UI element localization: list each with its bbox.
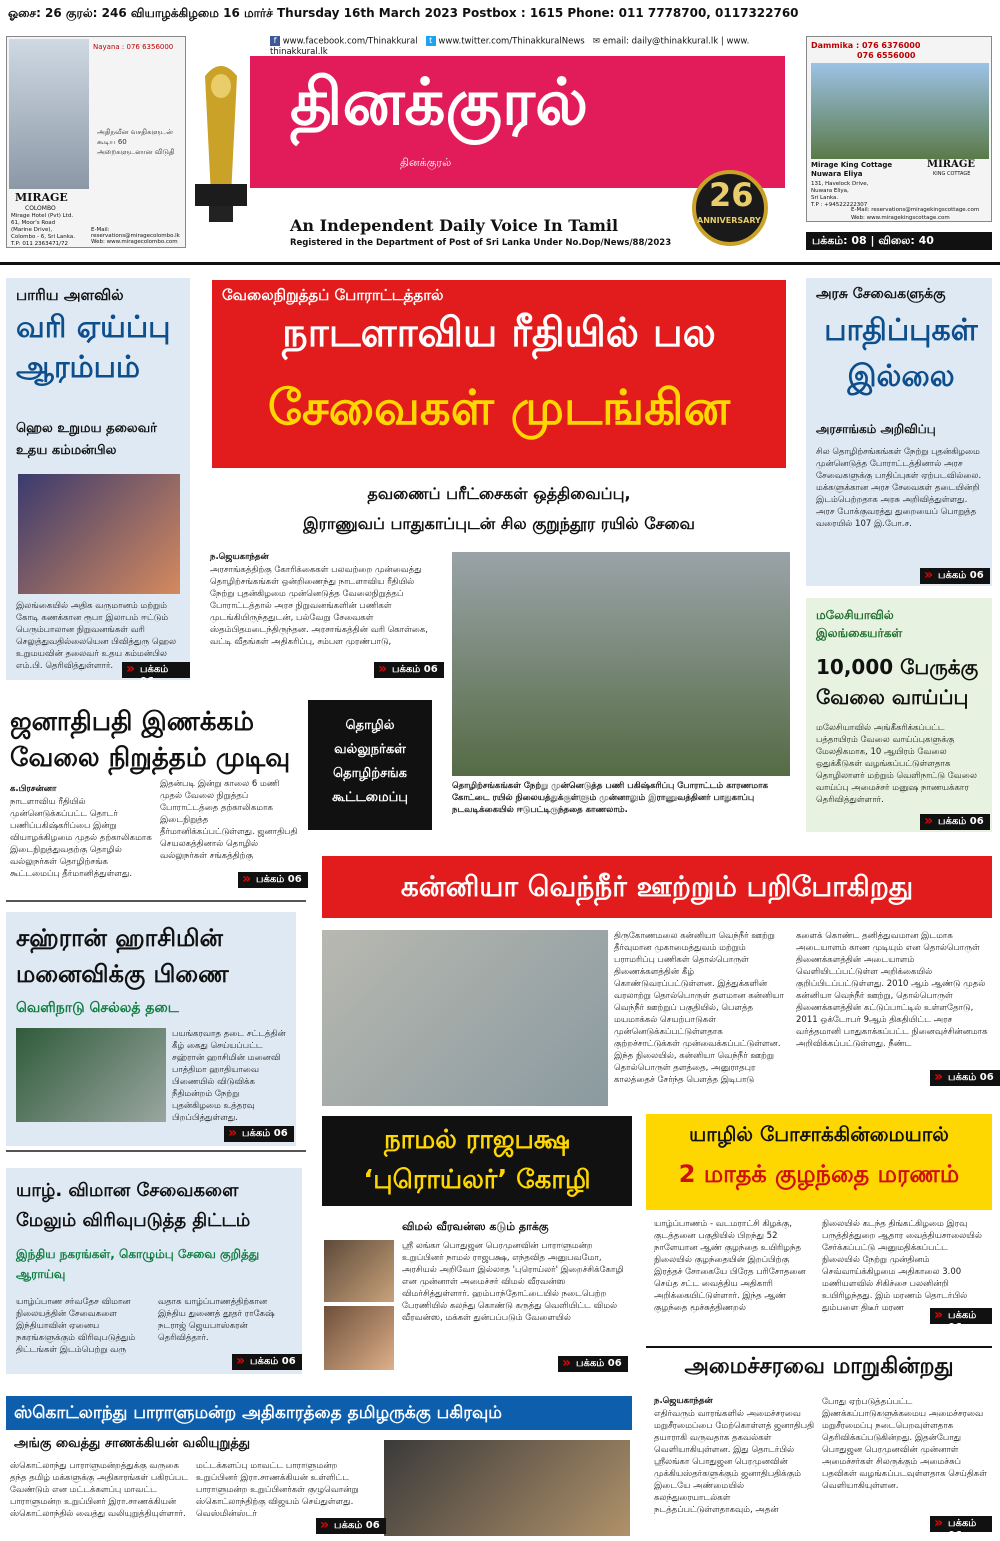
ad-brand: MIRAGE — [15, 191, 68, 204]
ad-email: E-Mail: reservations@miragekingscottage.com — [851, 207, 980, 213]
continue-page-link[interactable]: » பக்கம் 06 — [920, 568, 990, 584]
lead-photo-caption: தொழிற்சங்கங்கள் நேற்று முன்னெடுத்த பணி பகிஷ்கரிப்பு போராட்டம் காரணமாக கோட்டை ரயில் நிலையத்துக்குள்ளும் முன்னாலும் இராணுவத்தினர் பாதுகாப்பு நடவடிக்கையில் ஈடுபட்டிருந்ததை காணலாம். — [452, 781, 769, 815]
lead-headline-box — [212, 280, 786, 468]
story-headline-2: 2 மாதக் குழந்தை மரணம் — [678, 1160, 960, 1188]
lead-deck-1: தவணைப் பரீட்சைகள் ஒத்திவைப்பு, — [367, 484, 631, 503]
ad-name: Mirage King Cottage Nuwara Eliya — [811, 161, 893, 178]
continue-page-link[interactable]: » பக்கம் 06 — [224, 1126, 294, 1142]
registration-line: Registered in the Department of Post of Sri Lanka Under No.Dop/News/88/2023 — [290, 238, 672, 248]
court-photo — [16, 1028, 166, 1122]
story-body-col2: மட்டக்களப்பு மாவட்ட பாராளுமன்ற உறுப்பினர் இரா.சாணக்கியன் உள்ளிட்ட பாராளுமன்ற உறுப்பினர்கள் குழுவொன்று ஸ்கொட்லாந்திற்கு விஜயம் செய்துள்ளது. வெஸ்மின்ஸ்டர் — [196, 1461, 359, 1519]
award-trophy-icon — [185, 56, 257, 226]
continue-page-link[interactable]: » பக்கம் 06 — [316, 1518, 386, 1534]
logo-title: தினக்குரல் — [290, 66, 589, 140]
scotland-story[interactable] — [6, 1396, 632, 1536]
cottage-image — [811, 63, 989, 159]
story-body-col1: யாழ்ப்பாணம் - வடமராட்சி கிழக்கு, குடத்தனை பகுதியில் பிறந்து 52 நாளேயான ஆண் குழந்தை உயிரிழந்த நிலையில் குழந்தையின் இறப்பிற்கு இரத்தச் சோகையே பிரேத பரிசோதனை செய்த சட்ட வைத்திய அதிகாரி அறிக்கையிட்டுள்ளார். இந்த ஆண் குழந்தை மூச்சுத்திணறல் — [654, 1219, 806, 1313]
malaysia-jobs-story[interactable] — [806, 598, 992, 832]
continue-page-link[interactable]: » பக்கம் 06 — [558, 1356, 628, 1372]
story-subhead: ஹெல உறுமய தலைவர் உதய கம்மன்பில — [16, 421, 157, 458]
continue-page-link[interactable]: » பக்கம் 06 — [238, 872, 308, 888]
kanniya-body-col2: களைக் கொண்ட தனித்துவமான இடமாக அடையாளம் காண முடியும் என தொல்பொருள் திணைக்களத்தின் அடையாளம் வெளியிடப்பட்டுள்ள அறிக்கையில் குறிப்பிடப்பட்டுள்ளது. 2010 ஆம் ஆண்டு முதல் கன்னியா வெந்நீர் ஊற்று, தொல்பொருள் திணைக்களத்தின் கட்டுப்பாட்டில் உள்ளதோடு, 2011 ஒக்டோபர் 9ஆம் திகதியிட்ட அரச வர்த்தமானி பாதுகாக்கப்பட்ட நினைவுச்சின்னமாக அறிவிக்கப்பட்டுள்ளது. நீண்ட — [796, 931, 988, 1049]
story-body: பயங்கரவாத தடை சட்டத்தின் கீழ் கைது செய்யப்பட்ட சஹ்ரான் ஹாசிமின் மனைவி பாத்திமா ஹாதியாவை பிணையில் விடுவிக்க நீதிமன்றம் நேற்று புதன்கிழமை உத்தரவு பிறப்பித்துள்ளது. — [172, 1029, 286, 1123]
lead-deck-2: இராணுவப் பாதுகாப்புடன் சில குறுந்தூர ரயில் சேவை — [303, 514, 695, 533]
story-body-col2: நிலையில் கடந்த திங்கட்கிழமை இரவு பருத்தித்துறை ஆதார வைத்தியசாலையில் சேர்க்கப்பட்டு அனுமதிக்கப்பட்ட நிலையில் நேற்று முன்தினம் செவ்வாய்க்கிழமை அதிகாலை 3.00 மணியளவில் சிகிச்சை பலனின்றி உயிரிழந்தது. இம் மரணம் தொடர்பில் தும்பளை திடீர் மரண — [822, 1219, 982, 1313]
wimal-photo — [324, 1306, 394, 1370]
lead-body: அரசாங்கத்திற்கு கோரிக்கைகள் பலவற்றை முன்வைத்து தொழிற்சங்கங்கள் ஒன்றிணைந்து நாடளாவிய ரீதியில் நேற்று புதன்கிழமை முன்னெடுத்த வேலைநிறுத்தப் போராட்டத்தால் அரச நிறுவனங்களின் பணிகள் முடங்கியிருந்ததுடன், பல்வேறு சேவைகள் ஸ்தம்பிதமடைந்திருந்தன. அரசாங்கத்தின் வரி கொள்கை, வட்டி வீதங்கள் அதிகரிப்பு, சம்பள முரண்பாடு, — [210, 565, 428, 647]
kanniya-continue-link[interactable]: » பக்கம் 06 — [930, 1070, 1000, 1086]
story-body: சில தொழிற்சங்கங்கள் நேற்று புதன்கிழமை முன்னெடுத்த போராட்டத்தினால் அரச சேவைகளுக்கு பாதிப்புகள் ஏற்படவில்லை. மக்களுக்கான அரச சேவைகள் தடையின்றி இடம்பெற்றதாக அரசு அறிவித்துள்ளது. அரச போக்குவரத்து துறையைப் பொறுத்த வரையில் 107 இ.போ.ச. — [816, 447, 982, 529]
story-body-col1: யாழ்ப்பாண சர்வதேச விமான நிலையத்தின் சேவைகளை இந்தியாவின் ஏனைய நகரங்களுக்கும் விரிவுபடுத்தும் திட்டங்கள் இடம்பெற்று வரு — [16, 1297, 136, 1355]
story-headline: அமைச்சரவை மாறுகின்றது — [684, 1354, 954, 1379]
continue-page-link[interactable]: » பக்கம் 06 — [930, 1516, 992, 1532]
jaffna-child-death-story[interactable] — [646, 1114, 992, 1333]
ad-phone: Nayana : 076 6356000 — [93, 43, 174, 51]
no-impact-story[interactable] — [806, 278, 992, 586]
tagline: An Independent Daily Voice In Tamil — [290, 216, 619, 235]
story-byline: க.பிரசன்னா — [10, 784, 57, 794]
anniversary-label: ANNIVERSARY — [697, 216, 761, 225]
section-divider — [6, 1150, 306, 1152]
facebook-link[interactable]: www.facebook.com/Thinakkural — [282, 36, 418, 47]
story-body-col2: வதாக யாழ்ப்பாணத்திற்கான இந்திய துணைத் தூதர் ராகேஷ் நடராஜ் ஜெயபாஸ்கரன் தெரிவித்தார். — [158, 1297, 275, 1343]
hot-springs-photo — [322, 930, 608, 1106]
story-headline-box — [646, 1114, 992, 1210]
ad-brand-sub: COLOMBO — [25, 205, 56, 212]
politician-photo — [18, 474, 180, 594]
continue-page-link[interactable]: » பக்கம் 06 — [122, 662, 190, 678]
story-headline: நாமல் ராஜபக்ஷ ‘புரொய்லர்’ கோழி — [322, 1116, 632, 1206]
scotland-delegation-photo — [384, 1440, 630, 1536]
jaffna-flights-story[interactable] — [6, 1168, 302, 1374]
masthead-divider — [0, 262, 1000, 265]
story-kicker: மலேசியாவில் இலங்கையர்கள் — [816, 608, 903, 640]
story-body-col1: ஸ்கொட்லாந்து பாராளுமன்றத்துக்கு வருகை தந்த தமிழ் மக்களுக்கு அதிகாரங்கள் பகிரப்பட வேண்டும் என மட்டக்களப்பு மாவட்ட பாராளுமன்ற உறுப்பினர் இரா.சாணக்கியன் ஸ்கொட்லாந்தில் வைத்து வலியுறுத்தியுள்ளார். — [10, 1461, 189, 1519]
social-bar — [270, 36, 800, 57]
story-headline: வரி ஏய்ப்பு ஆரம்பம் — [16, 310, 171, 385]
ad-phone-2: 076 6556000 — [857, 51, 916, 60]
story-kicker: அரசு சேவைகளுக்கு — [816, 286, 946, 302]
twitter-icon: t — [426, 36, 436, 46]
story-headline-1: யாழில் போசாக்கின்மையால் — [689, 1122, 949, 1146]
page-price-bar: பக்கம்: 08 | விலை: 40 — [806, 232, 992, 250]
story-kicker: பாரிய அளவில் — [16, 286, 124, 304]
mirage-king-cottage-ad[interactable] — [806, 36, 992, 222]
zahran-wife-bail-story[interactable] — [6, 912, 296, 1146]
facebook-icon: f — [270, 36, 280, 46]
ad-address: Mirage Hotel (Pvt) Ltd. 61, Moor's Road (Marine Drive), Colombo - 6, Sri Lanka. T.P: 011 2363471/72 — [11, 213, 75, 247]
side-box: தொழில் வல்லுநர்கள் தொழிற்சங்க கூட்டமைப்பு — [308, 700, 432, 830]
anniversary-badge — [685, 168, 775, 248]
story-subhead: அங்கு வைத்து சாணக்கியன் வலியுறுத்து — [14, 1436, 251, 1451]
story-body-col1: நாடளாவிய ரீதியில் முன்னெடுக்கப்பட்ட தொடர் பணிப்பகிஷ்கரிப்பை இன்று வியாழக்கிழமை முதல் தற்காலிகமாக இடைநிறுத்துவதற்கு தொழில் வல்லுநர்கள் தொழிற்சங்க கூட்டமைப்பு தீர்மானித்துள்ளது. — [10, 797, 152, 879]
masthead — [190, 36, 800, 251]
anniversary-number: 26 — [709, 176, 754, 214]
ad-web: Web: www.miragecolombo.com — [91, 239, 178, 245]
kanniya-body-col1: திருகோணமலை கன்னியா வெந்நீர் ஊற்று தீர்வுமான முகாமைத்துவம் மற்றும் பராமரிப்பு பணிகள் தொல்பொருள் திணைக்களத்தின் கீழ் கொண்டுவரப்பட்டுள்ளன. இத்துக்களின் வரலாற்று தொல்பொருள் தளமான கன்னியா வெந்நீர் ஊற்றுப் பகுதியில், பௌத்த மயமாக்கல் செயற்பாடுகள் முன்னெடுக்கப்பட்டுள்ளதாக குற்றச்சாட்டுக்கள் முன்வைக்கப்பட்டுள்ளன. இந்த நிலையில், கன்னியா வெந்நீர் ஊற்று தொல்பொருள் தளத்தை, அனுராதபுர காலத்தைச் சேர்ந்த பௌத்த இடிபாடு — [614, 931, 784, 1085]
continue-page-link[interactable]: » பக்கம் 06 — [930, 1308, 992, 1324]
ad-web: Web: www.miragekingscottage.com — [851, 215, 950, 221]
story-headline: சஹ்ரான் ஹாசிமின் மனைவிக்கு பிணை — [16, 924, 229, 988]
story-body: இலங்கையில் அதிக வருமானம் மற்றும் கோடி கணக்கான ரூபா இலாபம் ஈட்டும் பெரும்பாலான நிறுவனங்கள் வரி செலுத்துவதில்லையென பிவித்துரு ஹெல உறுமயவின் தலைவர் உதய கம்மன்பில எம்.பி. தெரிவித்துள்ளார். — [16, 601, 177, 671]
story-subhead: அரசாங்கம் அறிவிப்பு — [816, 422, 936, 436]
story-headline: ஜனாதிபதி இணக்கம் வேலை நிறுத்தம் முடிவு — [10, 707, 291, 773]
ad-email: E-Mail: reservations@miragecolombo.lk — [91, 227, 180, 239]
namal-photo — [324, 1240, 394, 1302]
namal-story[interactable] — [322, 1116, 632, 1376]
story-headline: பாதிப்புகள் இல்லை — [824, 313, 978, 394]
story-headline: ஸ்கொட்லாந்து பாராளுமன்ற அதிகாரத்தை தமிழருக்கு பகிரவும் — [6, 1396, 632, 1430]
top-info-bar: ஓசை: 26 குரல்: 246 வியாழக்கிழமை 16 மார்ச் Thursday 16th March 2023 Postbox : 1615 Phone: 011 7778700, 0117322760 — [8, 6, 799, 20]
story-body-col1: எதிர்வரும் வாரங்களில் அமைச்சரவை மறுசீரமைப்பை மேற்கொள்ளத் ஜனாதிபதி தயாராகி வருவதாக தகவல்கள் வெளியாகியுள்ளன. இது தொடர்பில் ஸ்ரீலங்கா பொதுஜன பெரமுனவின் முக்கியஸ்தர்களுக்கும் ஜனாதிபதிக்கும் இடையே அண்மையில் கலந்துரையாடல்கள் நடத்தப்பட்டுள்ளதாகவும், அதன் — [654, 1409, 815, 1515]
lead-byline: ந.ஜெயகாந்தன் — [210, 552, 269, 562]
story-body-col2: போது ஏற்படுத்தப்பட்ட இணக்கப்பாடுகளுக்கமைய அமைச்சரவை மறுசீரமைப்பு நடைபெறவுள்ளதாக தெரிவிக்கப்படுகின்றது. இதன்போது பொதுஜன பெரமுனவின் முன்னாள் அமைச்சர்கள் சிலருக்கும் அமைச்சுப் பதவிகள் வழங்கப்படவுள்ளதாக செய்திகள் வெளியாகியுள்ளன. — [822, 1397, 987, 1491]
lead-headline-1: நாடளாவிய ரீதியில் பல — [282, 310, 716, 356]
lead-continue-link[interactable]: » பக்கம் 06 — [374, 662, 444, 678]
ad-phone-1: Dammika : 076 6376000 — [811, 41, 921, 50]
story-headline: 10,000 பேருக்கு வேலை வாய்ப்பு — [816, 655, 979, 709]
ad-brand-sub: KING COTTAGE — [933, 171, 971, 177]
story-body-col2: இதன்படி இன்று காலை 6 மணி முதல் வேலை நிறுத்தப் போராட்டத்தை தற்காலிகமாக இடைநிறுத்த தீர்மானிக்கப்பட்டுள்ளது. ஜனாதிபதி செயலகத்தினால் தொழில் வல்லுநர்கள் சங்கத்திற்கு — [160, 779, 298, 861]
story-subhead: விமல் வீரவன்ஸ கடும் தாக்கு — [402, 1220, 549, 1233]
hotel-building-image — [9, 39, 89, 189]
mirage-colombo-ad[interactable] — [6, 36, 186, 248]
tax-evasion-story[interactable] — [6, 278, 190, 687]
story-subhead: வெளிநாடு செல்லத் தடை — [16, 1000, 179, 1016]
story-subhead: இந்திய நகரங்கள், கொழும்பு சேவை குறித்து ஆராய்வு — [16, 1247, 260, 1281]
email-link[interactable]: email: daily@thinakkural.lk | www. thinakkural.lk — [270, 36, 750, 57]
twitter-link[interactable]: www.twitter.com/ThinakkuralNews — [438, 36, 585, 47]
continue-page-link[interactable]: » பக்கம் 06 — [920, 814, 990, 830]
price: விலை: 40 — [878, 234, 934, 247]
ad-brand: MIRAGE — [927, 159, 975, 170]
lead-kicker: வேலைநிறுத்தப் போராட்டத்தால் — [222, 286, 444, 304]
email-icon: ✉ — [592, 36, 600, 47]
lead-headline-2: சேவைகள் முடங்கின — [267, 380, 731, 436]
continue-page-link[interactable]: » பக்கம் 06 — [232, 1354, 302, 1370]
logo-sub: தினக்குரல் — [400, 156, 452, 169]
ad-address: 131, Havelock Drive, Nuwara Eliya, Sri Lanka. T.P : +94522222307 — [811, 181, 869, 208]
page-count: பக்கம்: 08 — [812, 234, 867, 247]
story-body: ஸ்ரீ லங்கா பொதுஜன பெரமுனவின் பாராளுமன்ற உறுப்பினர் நாமல் ராஜபக்ஷ, எந்தவித அனுபவமோ, அரசியல் அறிவோ இல்லாத 'புரொய்லர்' இறைச்சிக்கோழி என முன்னாள் அமைச்சர் விமல் வீரவன்ஸ விமர்சித்துள்ளார். ஹம்பாந்தோட்டையில் நடைபெற்ற பேரணியில் கலந்து கொண்டு கருத்து வெளியிட்ட விமல் வீரவன்ஸ, மக்கள் துன்பப்படும் வேளையில் — [402, 1241, 624, 1323]
story-headline: யாழ். விமான சேவைகளை மேலும் விரிவுபடுத்த திட்டம் — [16, 1180, 251, 1231]
ad-tamil-line: அதிநவீன வசதிகளுடன் கூடிய 60 அறைகளுடனான விடுதி — [97, 128, 175, 156]
story-byline: ந.ஜெயகாந்தன் — [654, 1396, 713, 1406]
story-body: மலேசியாவில் அங்கீகரிக்கப்பட்ட பத்தாயிரம் வேலை வாய்ப்புகளுக்கு மேலதிகமாக, 10 ஆயிரம் வேலை ஒதுக்கீடுகள் வழங்கப்பட்டுள்ளதாக தொழிலாளர் மற்றும் வெளிநாட்டு வேலை வாய்ப்பு அமைச்சர் மனுஷ நாணயக்கார தெரிவித்துள்ளார். — [816, 723, 977, 805]
soldiers-railway-photo — [452, 552, 790, 776]
kanniya-headline: கன்னியா வெந்நீர் ஊற்றும் பறிபோகிறது — [322, 856, 992, 918]
cabinet-reshuffle-story[interactable] — [646, 1346, 992, 1541]
section-divider — [6, 900, 306, 902]
